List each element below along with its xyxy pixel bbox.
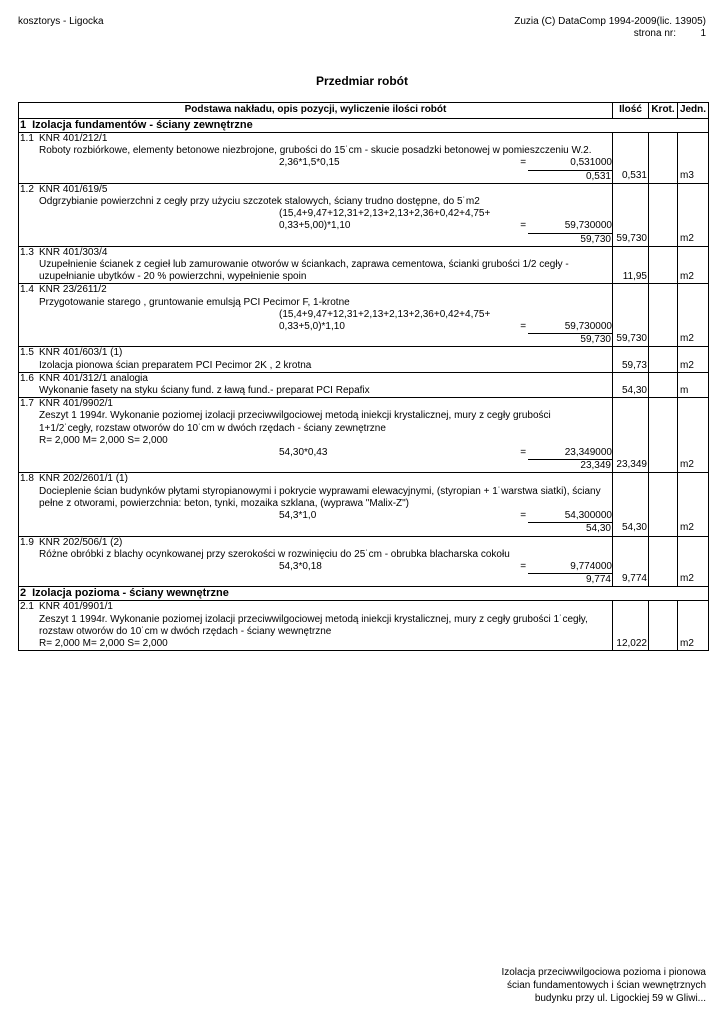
page-title: Przedmiar robót	[315, 74, 408, 88]
item-krot	[649, 133, 678, 184]
calc-expression: 0,33+5,0)*1,10	[279, 321, 345, 333]
table-row	[19, 246, 709, 284]
item-description: Zeszyt 1 1994r. Wykonanie poziomej izolacji przeciwwilgociowej metodą iniekcji krystalicznej, mury z cegły grubości	[39, 410, 551, 422]
item-params: R= 2,000 M= 2,000 S= 2,000	[39, 637, 168, 649]
item-unit: m2	[680, 232, 694, 244]
calc-expression: 54,3*0,18	[279, 560, 322, 572]
page-info	[514, 28, 706, 40]
item-number: 1.9	[20, 536, 34, 548]
item-description: Uzupełnienie ścianek z cegieł lub zamurowanie otworów w ściankach, zaprawa cementowa, ścianki grubości 1/2 cegły -	[39, 259, 569, 271]
item-number: 1.8	[20, 473, 34, 485]
item-code: KNR 202/2601/1 (1)	[39, 473, 128, 485]
item-number: 1.7	[20, 398, 34, 410]
table-row	[19, 133, 709, 184]
item-number: 1.3	[20, 246, 34, 258]
item-krot	[649, 347, 678, 372]
header-right	[514, 16, 706, 40]
item-number: 2.1	[20, 601, 34, 613]
table-row	[19, 372, 709, 397]
col-quantity-header: Ilość	[613, 103, 649, 119]
item-code: KNR 202/506/1 (2)	[39, 536, 123, 548]
item-code: KNR 401/212/1	[39, 133, 108, 144]
calc-equals: =	[520, 560, 527, 572]
section-row	[19, 119, 709, 133]
calc-equals: =	[520, 220, 527, 232]
item-code: KNR 401/312/1 analogia	[39, 372, 148, 384]
item-krot	[649, 246, 678, 284]
item-description: uzupełnianie ubytków - 20 % powierzchni, wypełnienie spoin	[39, 271, 307, 283]
item-unit: m2	[680, 359, 694, 371]
item-quantity: 11,95	[622, 271, 647, 283]
calc-expression: 0,33+5,00)*1,10	[279, 220, 351, 232]
item-unit: m2	[680, 333, 694, 345]
table-row	[19, 473, 709, 536]
calc-result: 54,30	[585, 523, 611, 535]
item-quantity: 59,73	[621, 359, 647, 371]
col-krot-header: Krot.	[649, 103, 678, 119]
section-row	[19, 587, 709, 601]
item-code: KNR 401/619/5	[39, 183, 108, 195]
cost-table	[18, 102, 709, 651]
item-quantity: 0,531	[621, 169, 647, 181]
item-krot	[649, 473, 678, 536]
software-license: Zuzia (C) DataComp 1994-2009(lic. 13905)	[514, 16, 706, 27]
calc-result: 59,730	[580, 233, 611, 245]
calc-expression: (15,4+9,47+12,31+2,13+2,13+2,36+0,42+4,75+	[279, 208, 491, 220]
item-unit: m	[680, 385, 689, 397]
item-number: 1.5	[20, 347, 34, 359]
calc-value: 9,774000	[528, 561, 612, 574]
calc-result: 0,531	[585, 170, 611, 182]
table-row	[19, 398, 709, 473]
calc-expression: 54,30*0,43	[279, 447, 328, 459]
calc-result: 59,730	[580, 334, 611, 346]
item-unit: m3	[680, 169, 694, 181]
item-quantity: 54,30	[621, 385, 647, 397]
calc-value: 59,730000	[528, 321, 612, 334]
item-unit: m2	[680, 522, 694, 534]
table-header-row	[19, 103, 709, 119]
calc-value: 59,730000	[528, 220, 612, 233]
item-number: 1.4	[20, 284, 34, 296]
table-row	[19, 536, 709, 587]
item-code: KNR 23/2611/2	[39, 284, 107, 296]
item-unit: m2	[680, 459, 694, 471]
page-label: strona nr:	[633, 28, 676, 39]
item-krot	[649, 398, 678, 473]
item-number: 1.6	[20, 372, 34, 384]
item-krot	[649, 372, 678, 397]
item-description: Zeszyt 1 1994r. Wykonanie poziomej izolacji przeciwwilgociowej metodą iniekcji krystalicznej, mury z cegły grubości 1˙cegły,	[39, 613, 588, 625]
item-description: Wykonanie fasety na styku ściany fund. z ławą fund.- preparat PCI Repafix	[39, 385, 370, 397]
item-krot	[649, 284, 678, 347]
item-quantity: 9,774	[621, 573, 647, 585]
item-description: 1+1/2˙cegły, rozstaw otworów do 10˙cm w dwóch rzędach - ściany zewnętrzne	[39, 422, 386, 434]
item-description: rozstaw otworów do 10˙cm w dwóch rzędach - ściany wewnętrzne	[39, 625, 332, 637]
calc-equals: =	[520, 510, 527, 522]
item-params: R= 2,000 M= 2,000 S= 2,000	[39, 434, 168, 446]
col-description-header: Podstawa nakładu, opis pozycji, wyliczenie ilości robót	[19, 103, 613, 119]
calc-equals: =	[520, 447, 527, 459]
item-code: KNR 401/303/4	[39, 246, 108, 258]
item-number: 1.1	[20, 133, 34, 144]
item-code: KNR 401/9901/1	[39, 601, 113, 613]
item-quantity: 59,730	[616, 232, 647, 244]
footer-line: Izolacja przeciwwilgociowa pozioma i pionowa	[501, 967, 706, 978]
item-description: Przygotowanie starego , gruntowanie emulsją PCI Pecimor F, 1-krotne	[39, 296, 350, 308]
table-row	[19, 183, 709, 246]
calc-value: 23,349000	[528, 447, 612, 460]
footer-line: ścian fundamentowych i ścian wewnętrznych	[507, 980, 706, 991]
calc-equals: =	[520, 157, 527, 169]
item-code: KNR 401/603/1 (1)	[39, 347, 123, 359]
item-quantity: 23,349	[616, 459, 647, 471]
calc-value: 54,300000	[528, 510, 612, 523]
table-row	[19, 601, 709, 651]
section-title: Izolacja pozioma - ściany wewnętrzne	[32, 587, 229, 600]
item-description: Różne obróbki z blachy ocynkowanej przy szerokości w rozwinięciu do 25˙cm - obrubka blacharska cokołu	[39, 548, 510, 560]
calc-result: 23,349	[580, 460, 611, 472]
item-description: Docieplenie ścian budynków płytami styropianowymi i pokrycie wyprawami elewacyjnymi, (styropian + 1˙warstwa siatki), ściany	[39, 485, 601, 497]
item-quantity: 59,730	[616, 333, 647, 345]
page-number: 1	[700, 28, 706, 39]
item-krot	[649, 183, 678, 246]
table-row	[19, 284, 709, 347]
item-unit: m2	[680, 271, 694, 283]
calc-expression: 2,36*1,5*0,15	[279, 157, 340, 169]
item-krot	[649, 536, 678, 587]
table-row	[19, 347, 709, 372]
footer	[501, 966, 706, 1005]
item-krot	[649, 601, 678, 651]
calc-value: 0,531000	[528, 157, 612, 170]
header-left: kosztorys - Ligocka	[18, 16, 104, 27]
calc-result: 9,774	[585, 574, 611, 586]
calc-expression: 54,3*1,0	[279, 510, 317, 522]
calc-equals: =	[520, 321, 527, 333]
item-description: Roboty rozbiórkowe, elementy betonowe niezbrojone, grubości do 15˙cm - skucie posadzki betonowej w pomieszczeniu W.2.	[39, 145, 592, 157]
calc-expression: (15,4+9,47+12,31+2,13+2,13+2,36+0,42+4,75+	[279, 308, 491, 320]
item-number: 1.2	[20, 183, 34, 195]
section-title: Izolacja fundamentów - ściany zewnętrzne	[32, 119, 253, 131]
section-number: 1	[20, 119, 27, 131]
item-quantity: 54,30	[621, 522, 647, 534]
item-unit: m2	[680, 573, 694, 585]
section-number: 2	[20, 587, 27, 600]
footer-line: budynku przy ul. Ligockiej 59 w Gliwi...	[534, 993, 706, 1004]
item-unit: m2	[680, 637, 694, 649]
item-description: Izolacja pionowa ścian preparatem PCI Pecimor 2K , 2 krotna	[39, 359, 312, 371]
item-description: Odgrzybianie powierzchni z cegły przy użyciu szczotek stalowych, ściany trudno dostępne, do 5˙m2	[39, 196, 480, 208]
item-description: pełne z otworami, powierzchnia: beton, tynki, mozaika szklana, (wyprawa "Malix-Z")	[39, 497, 410, 509]
col-unit-header: Jedn.	[678, 103, 709, 119]
item-code: KNR 401/9902/1	[39, 398, 113, 410]
item-quantity: 12,022	[616, 637, 647, 649]
